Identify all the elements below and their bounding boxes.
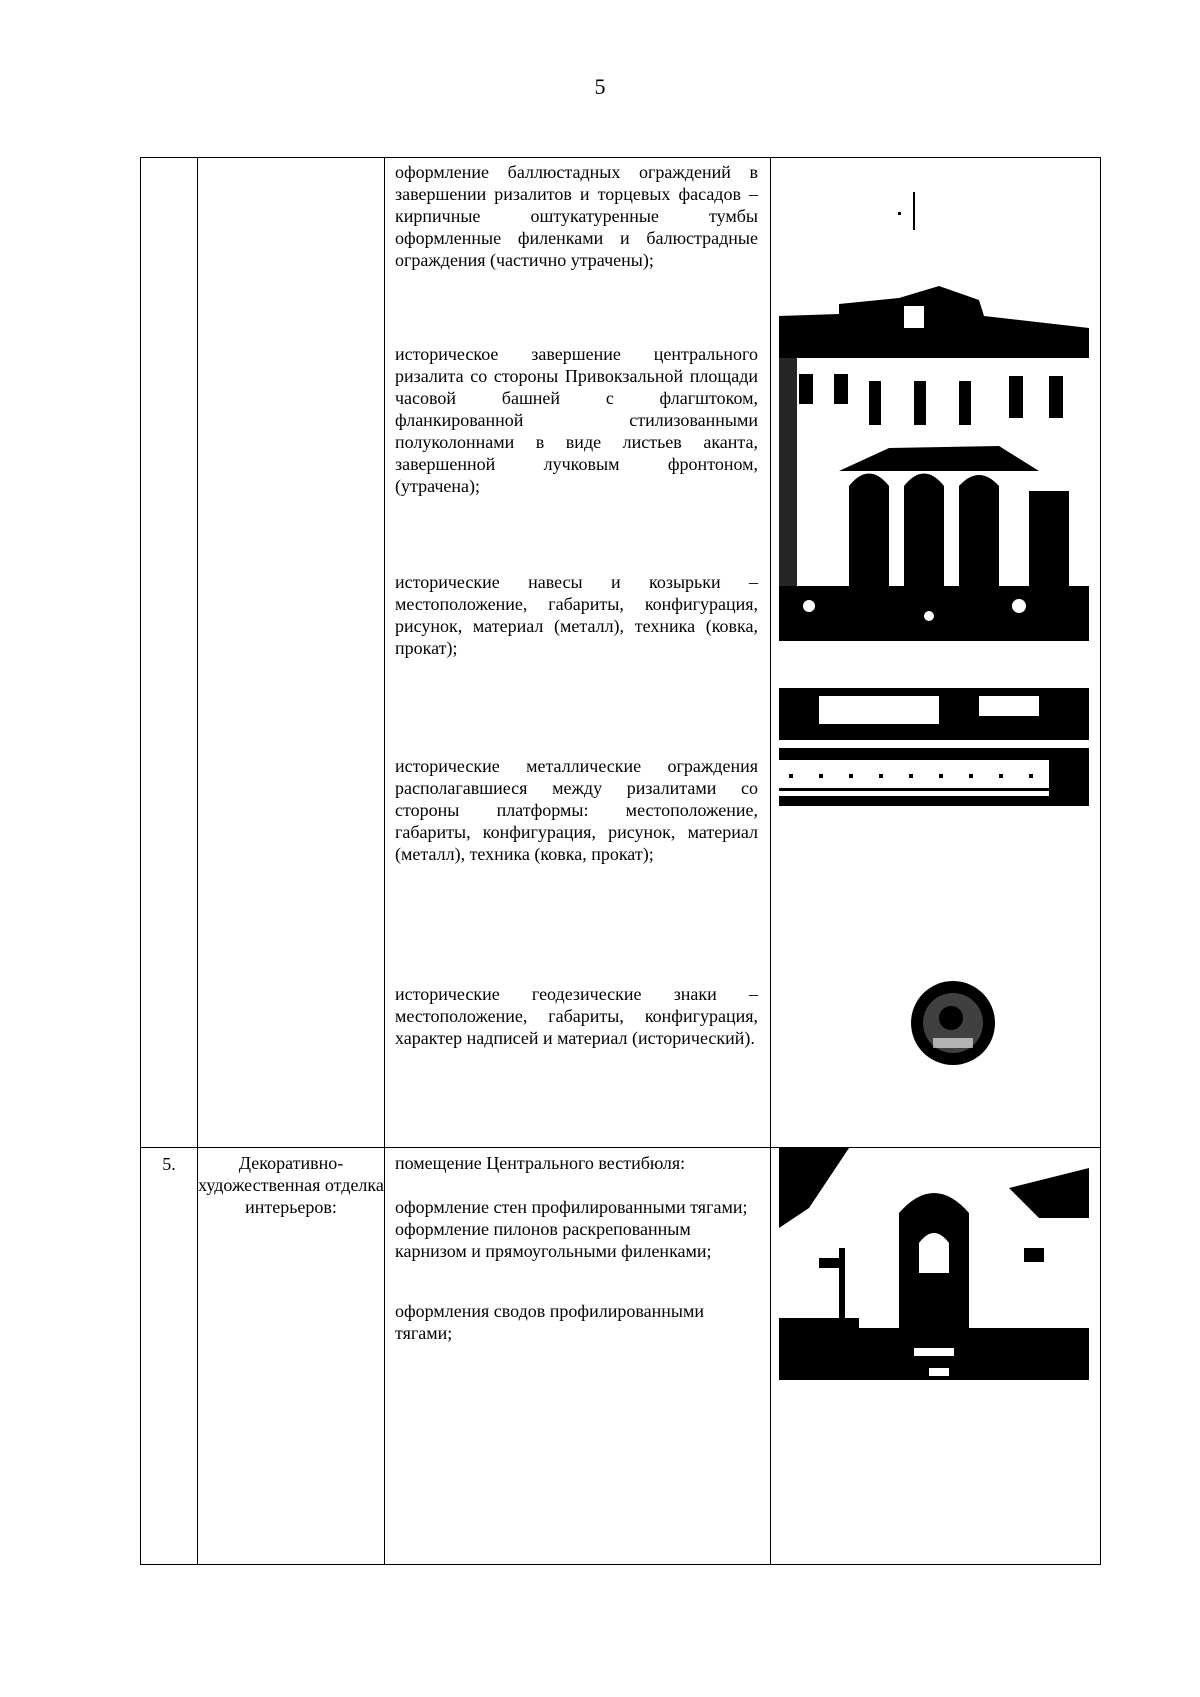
description-paragraph: исторические металлические ограждения располагавшиеся между ризалитами со стороны платформы: местоположение, габариты, конфигурация, рисунок, материал (металл), техника (ковка, прокат);: [395, 756, 758, 864]
central-vestibule-photo: [779, 1148, 1089, 1380]
description-paragraph: историческое завершение центрального ризалита со стороны Привокзальной площади часовой башней с флагштоком, фланкированной стилизованными полуколоннами в виде листьев аканта, завершенной лучковым фронтоном, (утрачена);: [395, 344, 758, 496]
monument-features-table: [140, 157, 1101, 1565]
description-cell: [385, 158, 771, 1148]
description-paragraph: помещение Центрального вестибюля:: [395, 1153, 686, 1173]
facade-balustrade-photo: [779, 286, 1089, 641]
description-paragraph: оформление стен профилированными тягами; оформление пилонов раскрепованным карнизом и прямоугольными филенками;: [395, 1197, 748, 1261]
description-paragraph: исторические навесы и козырьки – местоположение, габариты, конфигурация, рисунок, материал (металл), техника (ковка, прокат);: [395, 572, 758, 658]
row-number-cell: 5.: [141, 1148, 198, 1565]
description-cell: [385, 1148, 771, 1565]
geodetic-sign-photo: [903, 978, 1003, 1068]
page-number: 5: [594, 74, 606, 99]
table-row: [141, 1148, 1101, 1565]
row-number-cell: [141, 158, 198, 1148]
section-title-cell: Декоративно-художественная отделка интерьеров:: [198, 1148, 385, 1565]
description-paragraph: оформления сводов профилированными тягами;: [395, 1301, 704, 1343]
description-paragraph: исторические геодезические знаки – местоположение, габариты, конфигурация, характер надписей и материал (исторический).: [395, 984, 758, 1048]
photo-cell: [771, 1148, 1101, 1565]
description-paragraph: оформление баллюстадных ограждений в завершении ризалитов и торцевых фасадов – кирпичные оштукатуренные тумбы оформленные филенками и балюстрадные ограждения (частично утрачены);: [395, 162, 758, 270]
photo-cell: [771, 158, 1101, 1148]
section-title-cell: [198, 158, 385, 1148]
table-row: [141, 158, 1101, 1148]
scan-artifact-mark: [771, 158, 1101, 238]
metal-fence-photo: [779, 688, 1089, 826]
